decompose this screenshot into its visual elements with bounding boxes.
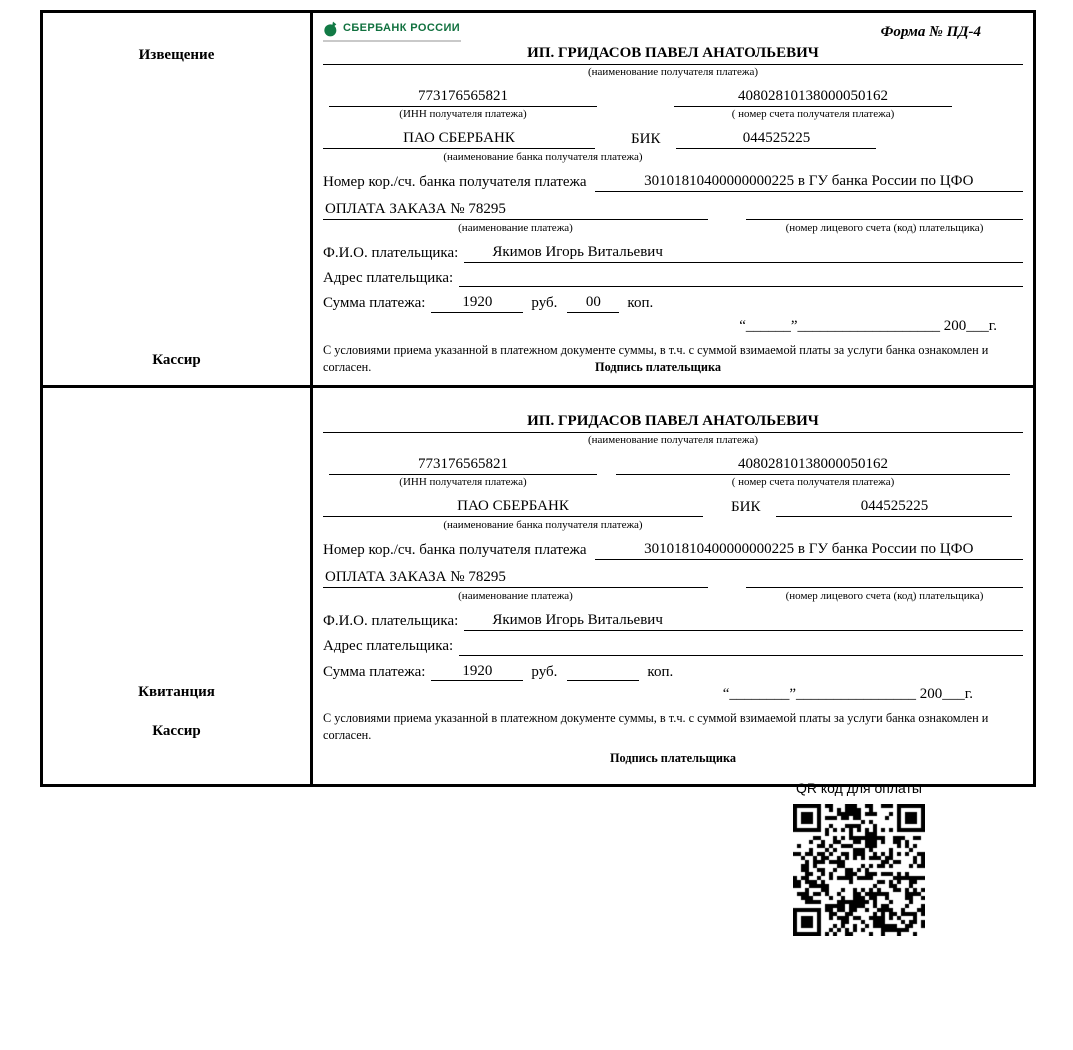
purpose-captions-row: [323, 589, 1023, 603]
agreement-text: С условиями приема указанной в платежном документе суммы, в т.ч. с суммой взимаемой платы за услуги банка ознакомлен и согласен.: [323, 711, 989, 742]
corr-row: [323, 172, 1023, 192]
notice-section: [43, 13, 1033, 388]
pd4-form: [40, 10, 1036, 787]
bank-name: ПАО СБЕРБАНК: [323, 129, 595, 149]
address-label: Адрес плательщика:: [323, 637, 454, 654]
qr-code: [793, 804, 925, 936]
receipt-section: [43, 388, 1033, 784]
sum-kopecks: 00: [567, 293, 619, 313]
bik-value: 044525225: [776, 497, 1012, 517]
sum-kopecks: [567, 663, 639, 681]
corr-value: 30101810400000000225 в ГУ банка России по ЦФО: [595, 172, 1023, 192]
address-row: [323, 637, 1023, 656]
sum-row: [323, 662, 1023, 682]
corr-label: Номер кор./сч. банка получателя платежа: [323, 542, 587, 559]
inn-account-row: [323, 455, 1023, 489]
account-caption: ( номер счета получателя платежа): [731, 475, 895, 488]
account-value: 40802810138000050162: [674, 87, 951, 107]
bik-value: 044525225: [676, 129, 876, 149]
bank-row: [323, 497, 1023, 517]
purpose-row: [323, 568, 1023, 588]
logo-subline: [323, 40, 461, 42]
bik-label: БИК: [731, 499, 761, 516]
personal-account-blank: [746, 202, 1023, 220]
notice-header-row: [323, 21, 1023, 42]
receipt-side-column: [43, 388, 313, 784]
inn-value: 773176565821: [329, 87, 598, 107]
payer-address: [459, 638, 1023, 656]
payee-caption: (наименование получателя платежа): [587, 433, 759, 446]
corr-row: [323, 540, 1023, 560]
inn-value: 773176565821: [329, 455, 598, 475]
bank-name: ПАО СБЕРБАНК: [323, 497, 703, 517]
sberbank-emblem-icon: [323, 21, 339, 37]
corr-value: 30101810400000000225 в ГУ банка России по ЦФО: [595, 540, 1023, 560]
bank-caption: (наименование банка получателя платежа): [443, 518, 643, 531]
agreement-text: С условиями приема указанной в платежном документе суммы, в т.ч. с суммой взимаемой платы за услуги банка ознакомлен и согласен.: [323, 342, 989, 374]
sberbank-logo: [323, 21, 461, 42]
corr-label: Номер кор./сч. банка получателя платежа: [323, 174, 587, 191]
payer-label: Ф.И.О. плательщика:: [323, 244, 459, 261]
payer-signature-label: Подпись плательщика: [595, 359, 722, 374]
account-value: 40802810138000050162: [616, 455, 1011, 475]
personal-account-caption: (номер лицевого счета (код) плательщика): [785, 221, 984, 234]
payer-name: Якимов Игорь Витальевич: [464, 243, 1023, 263]
payee-caption: (наименование получателя платежа): [587, 65, 759, 78]
qr-block: [783, 780, 935, 936]
payment-purpose: ОПЛАТА ЗАКАЗА № 78295: [323, 200, 708, 220]
cashier-label: Кассир: [152, 723, 201, 740]
sum-rubles: 1920: [431, 662, 523, 682]
payer-signature-label: Подпись плательщика: [609, 751, 736, 766]
agreement-block: [323, 342, 1023, 375]
sum-label: Сумма платежа:: [323, 663, 426, 680]
form-number-label: Форма № ПД-4: [880, 24, 981, 40]
notice-content: [313, 13, 1033, 385]
payer-row: [323, 243, 1023, 263]
qr-label: QR код для оплаты: [795, 780, 922, 796]
bank-row: [323, 129, 1023, 149]
personal-account-blank: [746, 570, 1023, 588]
cashier-label: Кассир: [152, 352, 201, 369]
inn-account-row: [323, 87, 1023, 121]
receipt-label: Квитанция: [138, 684, 215, 701]
inn-caption: (ИНН получателя платежа): [399, 475, 527, 488]
bank-caption: (наименование банка получателя платежа): [443, 150, 643, 163]
payment-purpose: ОПЛАТА ЗАКАЗА № 78295: [323, 568, 708, 588]
personal-account-caption: (номер лицевого счета (код) плательщика): [785, 589, 984, 602]
purpose-captions-row: [323, 221, 1023, 235]
bik-label: БИК: [631, 131, 661, 148]
inn-caption: (ИНН получателя платежа): [399, 107, 527, 120]
sum-row: [323, 293, 1023, 313]
purpose-row: [323, 200, 1023, 220]
address-row: [323, 269, 1023, 288]
kop-label: коп.: [627, 295, 654, 312]
account-caption: ( номер счета получателя платежа): [731, 107, 895, 120]
bank-logo-text: СБЕРБАНК РОССИИ: [343, 22, 461, 35]
rub-label: руб.: [531, 295, 558, 312]
payer-name: Якимов Игорь Витальевич: [464, 611, 1023, 631]
rub-label: руб.: [531, 663, 558, 680]
address-label: Адрес плательщика:: [323, 269, 454, 286]
payee-name: ИП. ГРИДАСОВ ПАВЕЛ АНАТОЛЬЕВИЧ: [323, 412, 1023, 433]
sum-label: Сумма платежа:: [323, 295, 426, 312]
date-line: “______”___________________ 200___г.: [739, 318, 997, 335]
kop-label: коп.: [647, 663, 674, 680]
purpose-caption: (наименование платежа): [458, 221, 573, 234]
payee-name: ИП. ГРИДАСОВ ПАВЕЛ АНАТОЛЬЕВИЧ: [323, 44, 1023, 65]
sum-rubles: 1920: [431, 293, 523, 313]
date-line: “________”________________ 200___г.: [722, 686, 973, 703]
notice-side-column: [43, 13, 313, 385]
purpose-caption: (наименование платежа): [458, 589, 573, 602]
payer-row: [323, 611, 1023, 631]
payer-address: [459, 269, 1023, 287]
receipt-content: [313, 388, 1033, 784]
agreement-block: [323, 710, 1023, 743]
notice-label: Извещение: [138, 47, 215, 63]
payer-label: Ф.И.О. плательщика:: [323, 613, 459, 630]
